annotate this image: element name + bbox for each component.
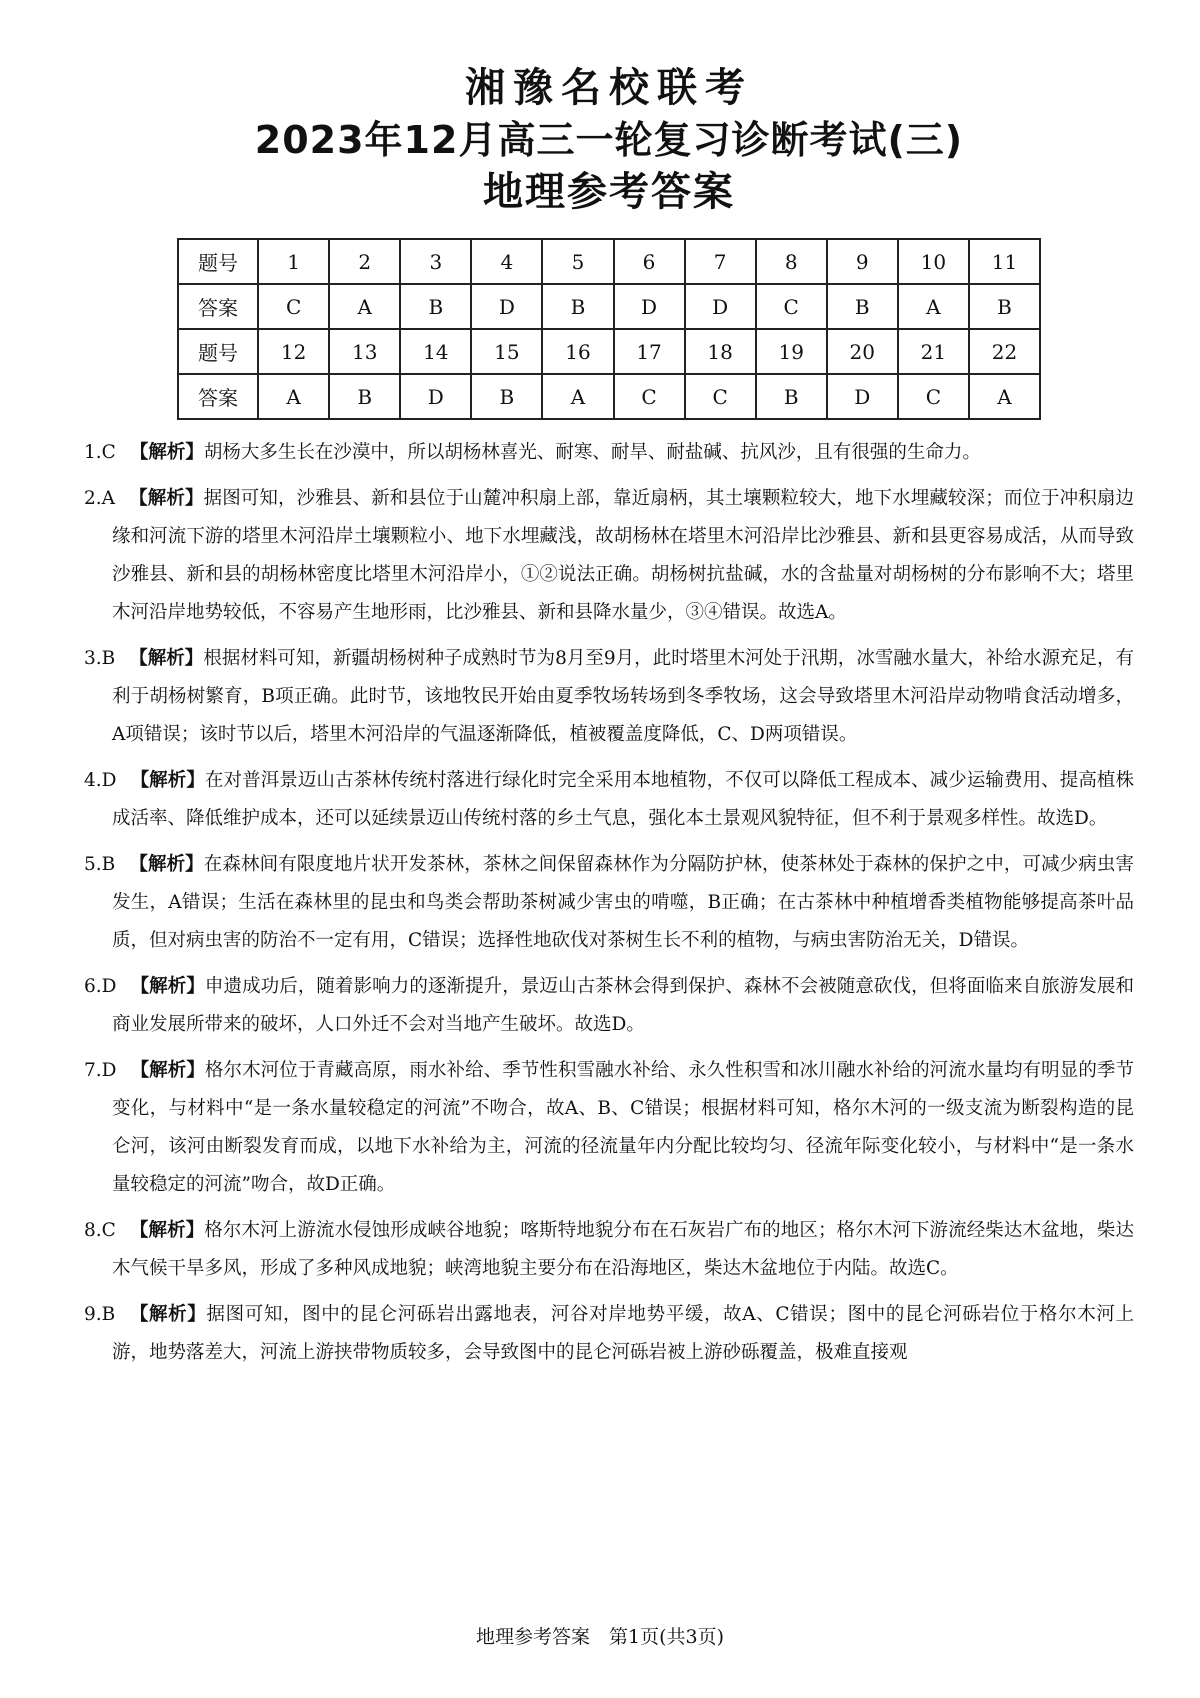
question-number-cell: 21 bbox=[898, 329, 969, 374]
analysis-item bbox=[84, 434, 1134, 472]
analysis-label: 【解析】 bbox=[130, 1060, 205, 1081]
analysis-item bbox=[84, 968, 1134, 1044]
question-number-cell: 22 bbox=[969, 329, 1040, 374]
row-header: 题号 bbox=[178, 239, 258, 284]
question-number-cell: 14 bbox=[400, 329, 471, 374]
answer-cell: B bbox=[827, 284, 898, 329]
answer-cell: B bbox=[756, 374, 827, 419]
analysis-text: 格尔木河上游流水侵蚀形成峡谷地貌；喀斯特地貌分布在石灰岩广布的地区；格尔木河下游流经柴达木盆地，柴达木气候干旱多风，形成了多种风成地貌；峡湾地貌主要分布在沿海地区，柴达木盆地位于内陆。故选C。 bbox=[112, 1220, 1134, 1279]
analysis-item bbox=[84, 1052, 1134, 1204]
question-number-row bbox=[178, 239, 1040, 284]
analysis-item bbox=[84, 1212, 1134, 1288]
analysis-label: 【解析】 bbox=[130, 976, 205, 997]
question-number-cell: 1 bbox=[258, 239, 329, 284]
item-answer: 4.D bbox=[84, 770, 117, 791]
analysis-item bbox=[84, 480, 1134, 632]
question-number-cell: 19 bbox=[756, 329, 827, 374]
question-number-cell: 4 bbox=[471, 239, 542, 284]
item-answer: 2.A bbox=[84, 488, 116, 509]
item-answer: 6.D bbox=[84, 976, 117, 997]
analysis-label: 【解析】 bbox=[129, 442, 204, 463]
answer-cell: D bbox=[827, 374, 898, 419]
analysis-label: 【解析】 bbox=[129, 1220, 205, 1241]
answer-row bbox=[178, 374, 1040, 419]
analysis-text: 据图可知，图中的昆仑河砾岩出露地表，河谷对岸地势平缓，故A、C错误；图中的昆仑河砾岩位于格尔木河上游，地势落差大，河流上游挟带物质较多，会导致图中的昆仑河砾岩被上游砂砾覆盖，极难直接观 bbox=[112, 1304, 1134, 1363]
question-number-cell: 9 bbox=[827, 239, 898, 284]
answer-cell: D bbox=[400, 374, 471, 419]
analysis-text: 格尔木河位于青藏高原，雨水补给、季节性积雪融水补给、永久性积雪和冰川融水补给的河流水量均有明显的季节变化，与材料中“是一条水量较稳定的河流”不吻合，故A、B、C错误；根据材料可知，格尔木河的一级支流为断裂构造的昆仑河，该河由断裂发育而成，以地下水补给为主，河流的径流量年内分配比较均匀、径流年际变化较小，与材料中“是一条水量较稳定的河流”吻合，故D正确。 bbox=[112, 1060, 1134, 1195]
question-number-cell: 13 bbox=[329, 329, 400, 374]
question-number-cell: 18 bbox=[685, 329, 756, 374]
document-header bbox=[84, 62, 1134, 218]
question-number-cell: 3 bbox=[400, 239, 471, 284]
answer-cell: B bbox=[969, 284, 1040, 329]
answer-cell: D bbox=[471, 284, 542, 329]
answer-title: 地理参考答案 bbox=[483, 169, 735, 215]
item-answer: 5.B bbox=[84, 854, 116, 875]
answer-cell: B bbox=[471, 374, 542, 419]
exam-union-title: 湘豫名校联考 bbox=[465, 65, 753, 111]
analysis-text: 根据材料可知，新疆胡杨树种子成熟时节为8月至9月，此时塔里木河处于汛期，冰雪融水量大，补给水源充足，有利于胡杨树繁育，B项正确。此时节，该地牧民开始由夏季牧场转场到冬季牧场，这会导致塔里木河沿岸动物啃食活动增多，A项错误；该时节以后，塔里木河沿岸的气温逐渐降低，植被覆盖度降低，C、D两项错误。 bbox=[112, 648, 1134, 745]
question-number-cell: 2 bbox=[329, 239, 400, 284]
row-header: 答案 bbox=[178, 284, 258, 329]
answer-cell: A bbox=[898, 284, 969, 329]
answer-row bbox=[178, 284, 1040, 329]
answer-cell: C bbox=[258, 284, 329, 329]
analysis-text: 胡杨大多生长在沙漠中，所以胡杨林喜光、耐寒、耐旱、耐盐碱、抗风沙，且有很强的生命力。 bbox=[203, 442, 981, 463]
analysis-item bbox=[84, 762, 1134, 838]
answer-cell: C bbox=[685, 374, 756, 419]
analysis-label: 【解析】 bbox=[129, 854, 204, 875]
item-answer: 8.C bbox=[84, 1220, 116, 1241]
question-number-cell: 20 bbox=[827, 329, 898, 374]
question-number-row bbox=[178, 329, 1040, 374]
item-answer: 9.B bbox=[84, 1304, 116, 1325]
answer-cell: B bbox=[329, 374, 400, 419]
item-answer: 1.C bbox=[84, 442, 116, 463]
question-number-cell: 7 bbox=[685, 239, 756, 284]
analysis-label: 【解析】 bbox=[129, 488, 204, 509]
analysis-label: 【解析】 bbox=[130, 770, 205, 791]
answer-cell: A bbox=[542, 374, 613, 419]
question-number-cell: 11 bbox=[969, 239, 1040, 284]
analysis-label: 【解析】 bbox=[129, 1304, 207, 1325]
analysis-text: 在对普洱景迈山古茶林传统村落进行绿化时完全采用本地植物，不仅可以降低工程成本、减少运输费用、提高植株成活率、降低维护成本，还可以延续景迈山传统村落的乡土气息，强化本土景观风貌特征，但不利于景观多样性。故选D。 bbox=[112, 770, 1134, 829]
answer-cell: D bbox=[685, 284, 756, 329]
analysis-text: 申遗成功后，随着影响力的逐渐提升，景迈山古茶林会得到保护、森林不会被随意砍伐，但将面临来自旅游发展和商业发展所带来的破坏，人口外迁不会对当地产生破坏。故选D。 bbox=[112, 976, 1134, 1035]
answer-cell: A bbox=[329, 284, 400, 329]
question-number-cell: 17 bbox=[614, 329, 685, 374]
analysis-label: 【解析】 bbox=[129, 648, 204, 669]
item-answer: 7.D bbox=[84, 1060, 117, 1081]
question-number-cell: 15 bbox=[471, 329, 542, 374]
answer-table bbox=[177, 238, 1041, 420]
page-footer: 地理参考答案 第1页(共3页) bbox=[475, 1626, 724, 1648]
answer-cell: A bbox=[258, 374, 329, 419]
analysis-text: 在森林间有限度地片状开发茶林，茶林之间保留森林作为分隔防护林，使茶林处于森林的保护之中，可减少病虫害发生，A错误；生活在森林里的昆虫和鸟类会帮助茶树减少害虫的啃噬，B正确；在古茶林中种植增香类植物能够提高茶叶品质，但对病虫害的防治不一定有用，C错误；选择性地砍伐对茶树生长不利的植物，与病虫害防治无关，D错误。 bbox=[112, 854, 1134, 951]
answer-cell: B bbox=[400, 284, 471, 329]
question-number-cell: 8 bbox=[756, 239, 827, 284]
answer-cell: D bbox=[614, 284, 685, 329]
answer-cell: C bbox=[756, 284, 827, 329]
analysis-item bbox=[84, 1296, 1134, 1372]
question-number-cell: 5 bbox=[542, 239, 613, 284]
question-number-cell: 12 bbox=[258, 329, 329, 374]
analysis-list bbox=[84, 434, 1134, 1372]
answer-cell: A bbox=[969, 374, 1040, 419]
question-number-cell: 10 bbox=[898, 239, 969, 284]
question-number-cell: 6 bbox=[614, 239, 685, 284]
analysis-item bbox=[84, 640, 1134, 754]
analysis-item bbox=[84, 846, 1134, 960]
exam-title: 2023年12月高三一轮复习诊断考试(三) bbox=[254, 118, 964, 162]
question-number-cell: 16 bbox=[542, 329, 613, 374]
analysis-text: 据图可知，沙雅县、新和县位于山麓冲积扇上部，靠近扇柄，其土壤颗粒较大，地下水埋藏较深；而位于冲积扇边缘和河流下游的塔里木河沿岸土壤颗粒小、地下水埋藏浅，故胡杨林在塔里木河沿岸比沙雅县、新和县更容易成活，从而导致沙雅县、新和县的胡杨林密度比塔里木河沿岸小，①②说法正确。胡杨树抗盐碱，水的含盐量对胡杨树的分布影响不大；塔里木河沿岸地势较低，不容易产生地形雨，比沙雅县、新和县降水量少，③④错误。故选A。 bbox=[112, 488, 1134, 623]
answer-cell: C bbox=[898, 374, 969, 419]
item-answer: 3.B bbox=[84, 648, 116, 669]
answer-cell: B bbox=[542, 284, 613, 329]
row-header: 题号 bbox=[178, 329, 258, 374]
answer-cell: C bbox=[614, 374, 685, 419]
row-header: 答案 bbox=[178, 374, 258, 419]
